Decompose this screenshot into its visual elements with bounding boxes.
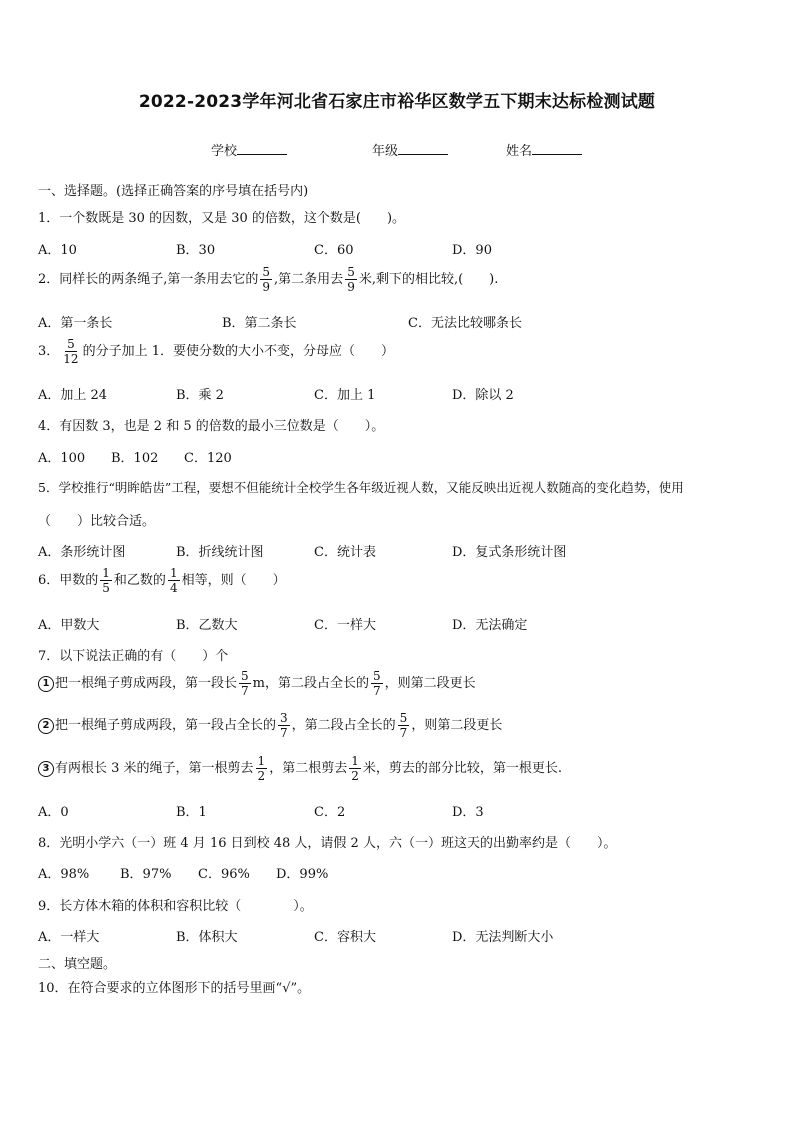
q2-fraction-2-numerator: 5 (347, 265, 355, 279)
q3-option-b: B．乘 2 (176, 388, 224, 403)
q7-s3-fraction-2-numerator: 1 (351, 754, 359, 768)
q8-option-b: B．97% (120, 867, 172, 882)
question-5-line-1: 5．学校推行“明眸皓齿”工程，要想不但能统计全校学生各年级近视人数，又能反映出近视人数随高的变化趋势，使用 (38, 480, 684, 495)
name-label: 姓名 (506, 144, 533, 159)
q8-option-c: C．96% (198, 867, 250, 882)
q2-option-c: C．无法比较哪条长 (408, 316, 522, 331)
q6-fraction-1-denominator: 5 (102, 581, 110, 595)
q7-s3-text-middle: ，第二根剪去 (269, 761, 348, 776)
q3-option-d: D．除以 2 (452, 388, 514, 403)
q2-fraction-1-denominator: 9 (262, 280, 271, 294)
q5-option-a: A．条形统计图 (38, 545, 126, 560)
q7-s1-text-middle: m，第二段占全长的 (252, 676, 369, 691)
q7-s1-text-start: 把一根绳子剪成两段，第一段长 (55, 676, 238, 691)
q2-fraction-2-denominator: 9 (347, 280, 355, 294)
q2-option-a: A．第一条长 (38, 316, 113, 331)
q7-s2-text-start: 把一根绳子剪成两段，第一段占全长的 (55, 718, 277, 733)
q6-option-c: C．一样大 (314, 618, 376, 633)
q7-option-d: D．3 (452, 805, 484, 820)
section-heading-choice: 一、选择题。(选择正确答案的序号填在括号内) (38, 184, 309, 199)
q6-option-d: D．无法确定 (452, 618, 528, 633)
name-field (506, 140, 582, 159)
name-blank (532, 142, 582, 155)
q7-s1-fraction-2 (371, 669, 383, 698)
q6-option-b: B．乙数大 (176, 618, 238, 633)
q7-s3-fraction-1-denominator: 2 (257, 769, 266, 783)
q7-s1-fraction-2-denominator: 7 (372, 684, 381, 698)
q7-s1-text-end: ，则第二段更长 (384, 676, 476, 691)
question-9: 9．长方体木箱的体积和容积比较（ ）。 (38, 899, 313, 914)
q7-s3-fraction-2 (349, 754, 361, 783)
q7-s2-fraction-1-numerator: 3 (280, 711, 288, 725)
q2-fraction-1-numerator: 5 (262, 265, 271, 279)
q2-fraction-2 (345, 265, 357, 294)
q1-option-d: D．90 (452, 243, 492, 258)
school-blank (237, 142, 287, 155)
q7-s3-fraction-1-numerator: 1 (257, 754, 266, 768)
q3-fraction-denominator: 12 (63, 352, 79, 366)
q1-option-c: C．60 (314, 243, 354, 258)
question-10: 10．在符合要求的立体图形下的括号里画“√”。 (38, 981, 311, 996)
grade-blank (398, 142, 448, 155)
q7-statement-3 (38, 754, 562, 783)
question-5-line-2: （ ）比较合适。 (38, 514, 156, 529)
q7-statement-1 (38, 669, 476, 698)
q3-text: 的分子加上 1．要使分数的大小不变，分母应（ ） (82, 344, 394, 359)
q6-fraction-1-numerator: 1 (102, 566, 110, 580)
q7-statement-1-marker: 1 (38, 676, 54, 692)
q7-s2-text-middle: ，第二段占全长的 (291, 718, 396, 733)
q7-s2-fraction-2-numerator: 5 (399, 711, 408, 725)
q5-option-d: D．复式条形统计图 (452, 545, 567, 560)
q9-option-d: D．无法判断大小 (452, 930, 554, 945)
q6-text-start: 6．甲数的 (38, 573, 99, 588)
section-heading-fill: 二、填空题。 (38, 957, 117, 972)
q2-text-end: 米,剩下的相比较,( ). (358, 272, 499, 287)
q4-option-c: C．120 (184, 451, 232, 466)
q6-text-middle: 和乙数的 (113, 573, 166, 588)
question-6 (38, 566, 286, 595)
q5-option-b: B．折线统计图 (176, 545, 264, 560)
q2-text-middle: ,第二条用去 (274, 272, 344, 287)
school-label: 学校 (211, 144, 238, 159)
q4-option-b: B．102 (111, 451, 159, 466)
question-7: 7．以下说法正确的有（ ）个 (38, 649, 229, 664)
page-title: 2022-2023学年河北省石家庄市裕华区数学五下期末达标检测试题 (138, 92, 656, 112)
q6-fraction-2-numerator: 1 (169, 566, 178, 580)
q7-s3-text-start: 有两根长 3 米的绳子，第一根剪去 (55, 761, 254, 776)
q7-option-c: C．2 (314, 805, 346, 820)
question-2 (38, 265, 498, 294)
q2-fraction-1 (260, 265, 272, 294)
q3-option-a: A．加上 24 (38, 388, 108, 403)
q7-option-a: A．0 (38, 805, 69, 820)
q6-fraction-2 (168, 566, 180, 595)
question-3 (38, 337, 394, 366)
q7-s2-fraction-2 (398, 711, 410, 740)
q7-statement-2 (38, 711, 502, 740)
q7-s3-text-end: 米，剪去的部分比较，第一根更长. (362, 761, 562, 776)
q7-s2-text-end: ，则第二段更长 (411, 718, 503, 733)
q7-s3-fraction-1 (256, 754, 268, 783)
q3-option-c: C．加上 1 (314, 388, 376, 403)
q3-fraction (61, 337, 80, 366)
q4-option-a: A．100 (38, 451, 86, 466)
school-field (211, 140, 287, 159)
grade-field (372, 140, 448, 159)
q6-option-a: A．甲数大 (38, 618, 100, 633)
q3-number: 3． (38, 344, 60, 359)
q5-option-c: C．统计表 (314, 545, 376, 560)
q7-statement-3-marker: 3 (38, 761, 54, 777)
q7-s2-fraction-1 (278, 711, 290, 740)
q7-s2-fraction-2-denominator: 7 (399, 726, 408, 740)
grade-label: 年级 (372, 144, 399, 159)
q1-option-a: A．10 (38, 243, 77, 258)
q7-s1-fraction-1-denominator: 7 (241, 684, 249, 698)
question-1: 1．一个数既是 30 的因数，又是 30 的倍数，这个数是( )。 (38, 211, 406, 226)
q2-text-start: 2．同样长的两条绳子,第一条用去它的 (38, 272, 259, 287)
q6-fraction-1 (100, 566, 112, 595)
q9-option-b: B．体积大 (176, 930, 238, 945)
question-4: 4．有因数 3，也是 2 和 5 的倍数的最小三位数是（ ）。 (38, 419, 385, 434)
question-8: 8．光明小学六（一）班 4 月 16 日到校 48 人，请假 2 人，六（一）班这天的出勤率约是（ ）。 (38, 836, 617, 851)
q7-option-b: B．1 (176, 805, 207, 820)
q9-option-a: A．一样大 (38, 930, 100, 945)
q1-option-b: B．30 (176, 243, 216, 258)
q2-option-b: B．第二条长 (222, 316, 297, 331)
q7-s3-fraction-2-denominator: 2 (351, 769, 359, 783)
q7-s1-fraction-1-numerator: 5 (241, 669, 249, 683)
q8-option-d: D．99% (276, 867, 329, 882)
q7-s1-fraction-2-numerator: 5 (372, 669, 381, 683)
q9-option-c: C．容积大 (314, 930, 376, 945)
q8-option-a: A．98% (38, 867, 90, 882)
q6-text-end: 相等，则（ ） (181, 573, 286, 588)
q3-fraction-numerator: 5 (67, 337, 75, 351)
q7-statement-2-marker: 2 (38, 718, 54, 734)
q7-s2-fraction-1-denominator: 7 (280, 726, 288, 740)
q6-fraction-2-denominator: 4 (169, 581, 178, 595)
q7-s1-fraction-1 (239, 669, 251, 698)
